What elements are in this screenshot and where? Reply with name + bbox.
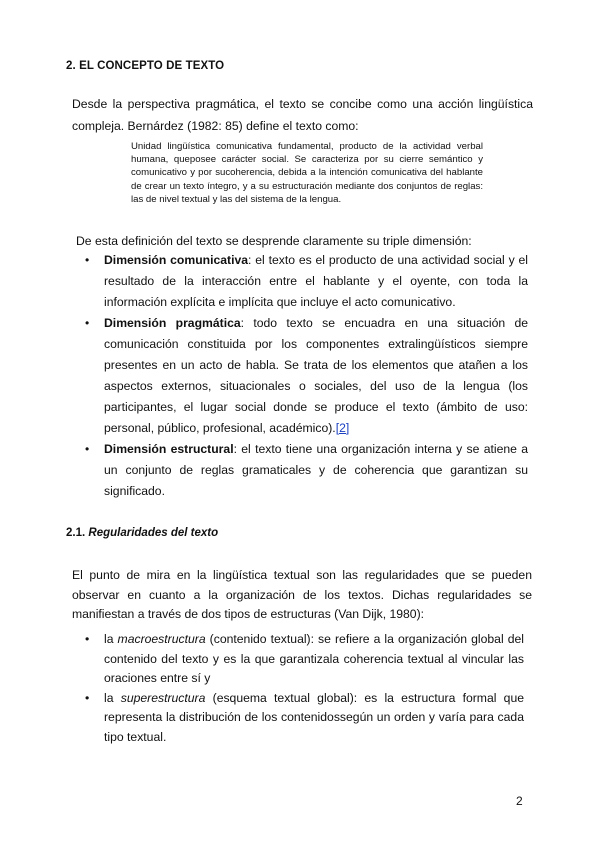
footnote-link[interactable]: [2] [335,421,350,435]
subsection-number: 2.1. [66,527,86,539]
structure-text: (contenido textual): se refiere a la organización global del contenido del texto y es la que garantizala coherencia textual al vincular las oraciones entre sí y [104,632,524,685]
structure-term: macroestructura [117,632,206,646]
list-item [76,630,524,689]
page-number: 2 [516,794,523,808]
structure-term: superestructura [120,690,206,705]
regularities-paragraph: El punto de mira en la lingüística textual son las regularidades que se pueden observar en cuanto a la organización de los textos. Dichas regularidades se manifiestan a través de dos tipos de estructuras (Van Dijk, 1980): [72,568,532,621]
list-item [76,313,528,439]
structure-text: (esquema textual global): es la estructura formal que representa la distribución de los contenidossegún un orden y varía para cada tipo textual. [104,690,525,744]
dimension-term: Dimensión comunicativa [104,253,249,267]
block-quote: Unidad lingüística comunicativa fundamental, producto de la actividad verbal humana, queposee carácter social. Se caracteriza por su cierre semántico y comunicativo y por sucoherencia, debida a la intención comunicativa del hablante de crear un texto íntegro, y a su estructuración mediante dos conjuntos de reglas: las de nivel textual y las del sistema de la lengua. [131,141,483,205]
dimension-text: : todo texto se encuadra en una situación de comunicación constituida por los componentes extralingüísticos siempre presentes en un acto de habla. Se trata de los elementos que atañen a los aspectos externos, situacionales o sociales, del uso de la lengua (los participantes, el lugar social donde se produce el texto (ámbito de uso: personal, público, profesional, académico). [104,316,529,435]
dimension-term: Dimensión pragmática [104,316,241,330]
intro-paragraph: Desde la perspectiva pragmática, el texto se concibe como una acción lingüística compleja. Bernárdez (1982: 85) define el texto como: [72,97,533,133]
structure-prefix: la [104,632,118,646]
subsection-title: Regularidades del texto [88,527,219,539]
bullet-icon: • [85,253,90,267]
bullet-icon: • [85,632,90,646]
structure-prefix: la [104,690,121,705]
list-item [76,250,528,313]
list-item [76,439,528,502]
dimension-text: : el texto es el producto de una actividad social y el resultado de la interacción entre el hablante y el oyente, con toda la información explícita e implícita que incluye el acto comunicativo. [104,253,529,309]
dimension-text: : el texto tiene una organización interna y se atiene a un conjunto de reglas gramaticales y de coherencia que garantizan su significado. [104,442,528,498]
list-item [76,689,524,748]
dimensions-lead: De esta definición del texto se desprende claramente su triple dimensión: [76,234,472,248]
bullet-icon: • [85,442,90,456]
bullet-icon: • [85,690,90,705]
bullet-icon: • [85,316,90,330]
structures-list [76,630,524,747]
dimension-term: Dimensión estructural [104,442,234,456]
subsection-heading [66,527,218,539]
section-heading: 2. EL CONCEPTO DE TEXTO [66,60,225,72]
dimensions-list [76,250,528,502]
